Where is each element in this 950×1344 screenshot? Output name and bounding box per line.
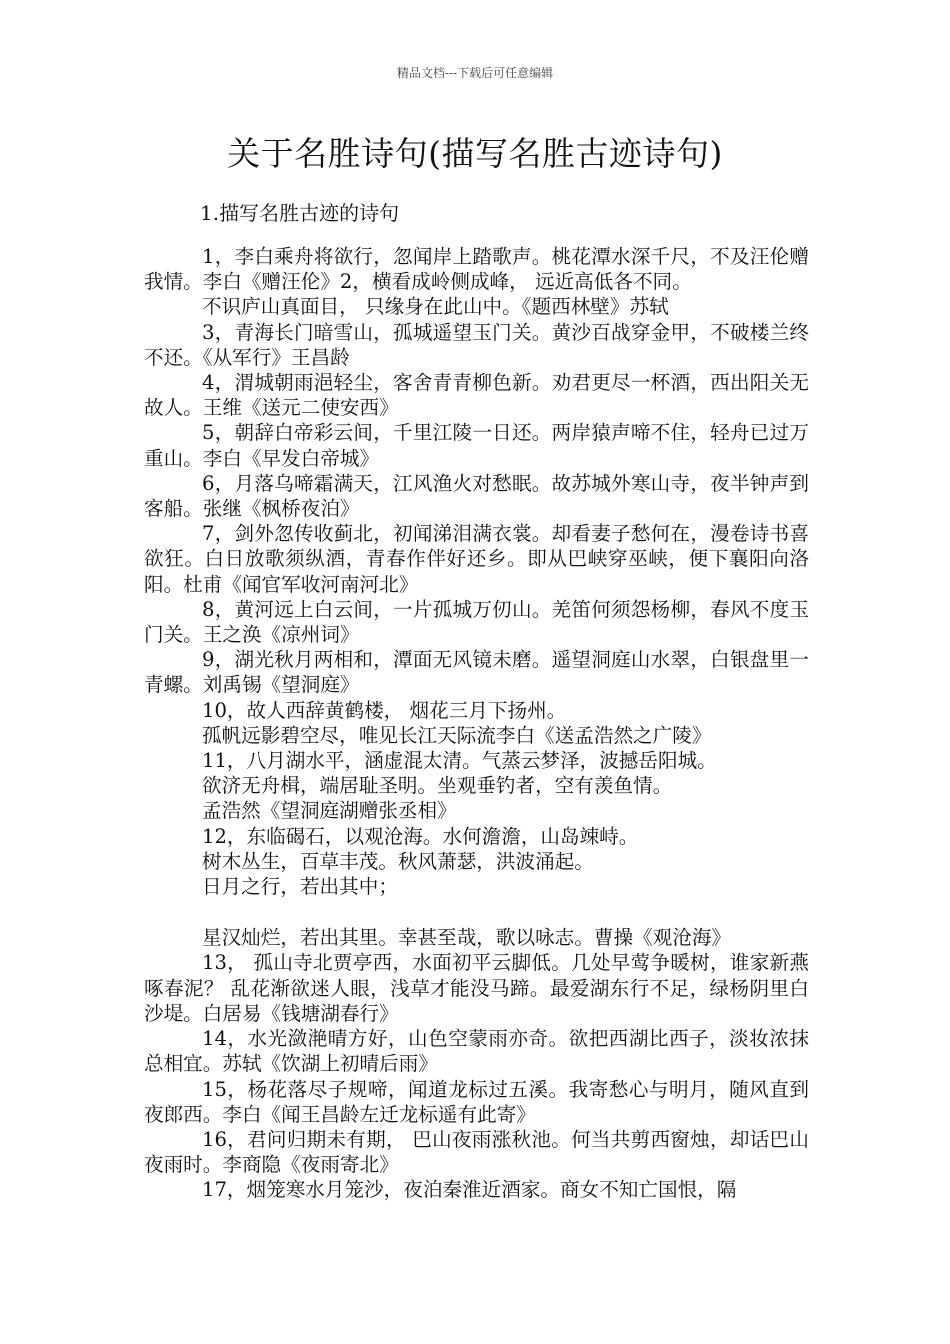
paragraph-6: 6，月落乌啼霜满天，江风渔火对愁眠。故苏城外寒山寺，夜半钟声到客船。张继《枫桥夜泊》 — [144, 471, 809, 521]
document-title: 关于名胜诗句(描写名胜古迹诗句) — [227, 134, 723, 173]
paragraph-1: 1，李白乘舟将欲行，忽闻岸上踏歌声。桃花潭水深千尺，不及汪伦赠我情。李白《赠汪伦》2，横看成岭侧成峰， 远近高低各不同。 — [144, 245, 809, 294]
paragraph-23: 17，烟笼寒水月笼沙，夜泊秦淮近酒家。商女不知亡国恨，隔 — [202, 1178, 737, 1202]
paragraph-20: 14，水光潋滟晴方好，山色空蒙雨亦奇。欲把西湖比西子，淡妆浓抹总相宜。苏轼《饮湖上初晴后雨》 — [144, 1027, 809, 1076]
paragraph-18: 星汉灿烂，若出其里。幸甚至哉，歌以咏志。曹操《观沧海》 — [202, 926, 732, 950]
paragraph-21: 15，杨花落尽子规啼，闻道龙标过五溪。我寄愁心与明月，随风直到夜郎西。李白《闻王昌龄左迁龙标遥有此寄》 — [144, 1077, 809, 1126]
paragraph-11: 孤帆远影碧空尽，唯见长江天际流李白《送孟浩然之广陵》 — [202, 723, 712, 747]
paragraph-19: 13， 孤山寺北贾亭西，水面初平云脚低。几处早莺争暖树，谁家新燕啄春泥？ 乱花渐欲迷人眼，浅草才能没马蹄。最爱湖东行不足，绿杨阴里白沙堤。白居易《钱塘湖春行》 — [144, 951, 809, 1025]
paragraph-7: 7，剑外忽传收蓟北，初闻涕泪满衣裳。却看妻子愁何在，漫卷诗书喜欲狂。白日放歌须纵酒，青春作伴好还乡。即从巴峡穿巫峡，便下襄阳向洛阳。杜甫《闻官军收河南河北》 — [144, 522, 809, 596]
paragraph-8: 8，黄河远上白云间，一片孤城万仞山。羌笛何须怨杨柳，春风不度玉门关。王之涣《凉州词》 — [144, 597, 809, 647]
paragraph-14: 孟浩然《望洞庭湖赠张丞相》 — [202, 799, 457, 823]
paragraph-4: 4，渭城朝雨浥轻尘，客舍青青柳色新。劝君更尽一杯酒，西出阳关无故人。王维《送元二使安西》 — [144, 371, 809, 420]
paragraph-15: 12，东临碣石，以观沧海。水何澹澹，山岛竦峙。 — [202, 824, 639, 848]
paragraph-10: 10，故人西辞黄鹤楼， 烟花三月下扬州。 — [202, 698, 567, 722]
section-heading: 1.描写名胜古迹的诗句 — [200, 201, 400, 225]
paragraph-3: 3，青海长门暗雪山，孤城遥望玉门关。黄沙百战穿金甲，不破楼兰终不还。《从军行》王昌龄 — [144, 320, 809, 369]
paragraph-2: 不识庐山真面目， 只缘身在此山中。《题西林壁》苏轼 — [202, 295, 669, 319]
paragraph-12: 11，八月湖水平，涵虚混太清。气蒸云梦泽，波撼岳阳城。 — [202, 749, 717, 773]
page-header-note: 精品文档---下载后可任意编辑 — [396, 66, 554, 80]
paragraph-22: 16，君问归期未有期， 巴山夜雨涨秋池。何当共剪西窗烛，却话巴山夜雨时。李商隐《夜雨寄北》 — [144, 1127, 809, 1177]
paragraph-16: 树木丛生，百草丰茂。秋风萧瑟，洪波涌起。 — [202, 849, 594, 873]
document-body — [144, 244, 809, 1203]
paragraph-9: 9，湖光秋月两相和，潭面无风镜未磨。遥望洞庭山水翠，白银盘里一青螺。刘禹锡《望洞庭》 — [144, 648, 809, 697]
paragraph-13: 欲济无舟楫，端居耻圣明。坐观垂钓者，空有羡鱼情。 — [202, 774, 673, 798]
paragraph-5: 5，朝辞白帝彩云间，千里江陵一日还。两岸猿声啼不住，轻舟已过万重山。李白《早发白帝城》 — [144, 421, 809, 470]
paragraph-17: 日月之行，若出其中； — [202, 875, 398, 899]
